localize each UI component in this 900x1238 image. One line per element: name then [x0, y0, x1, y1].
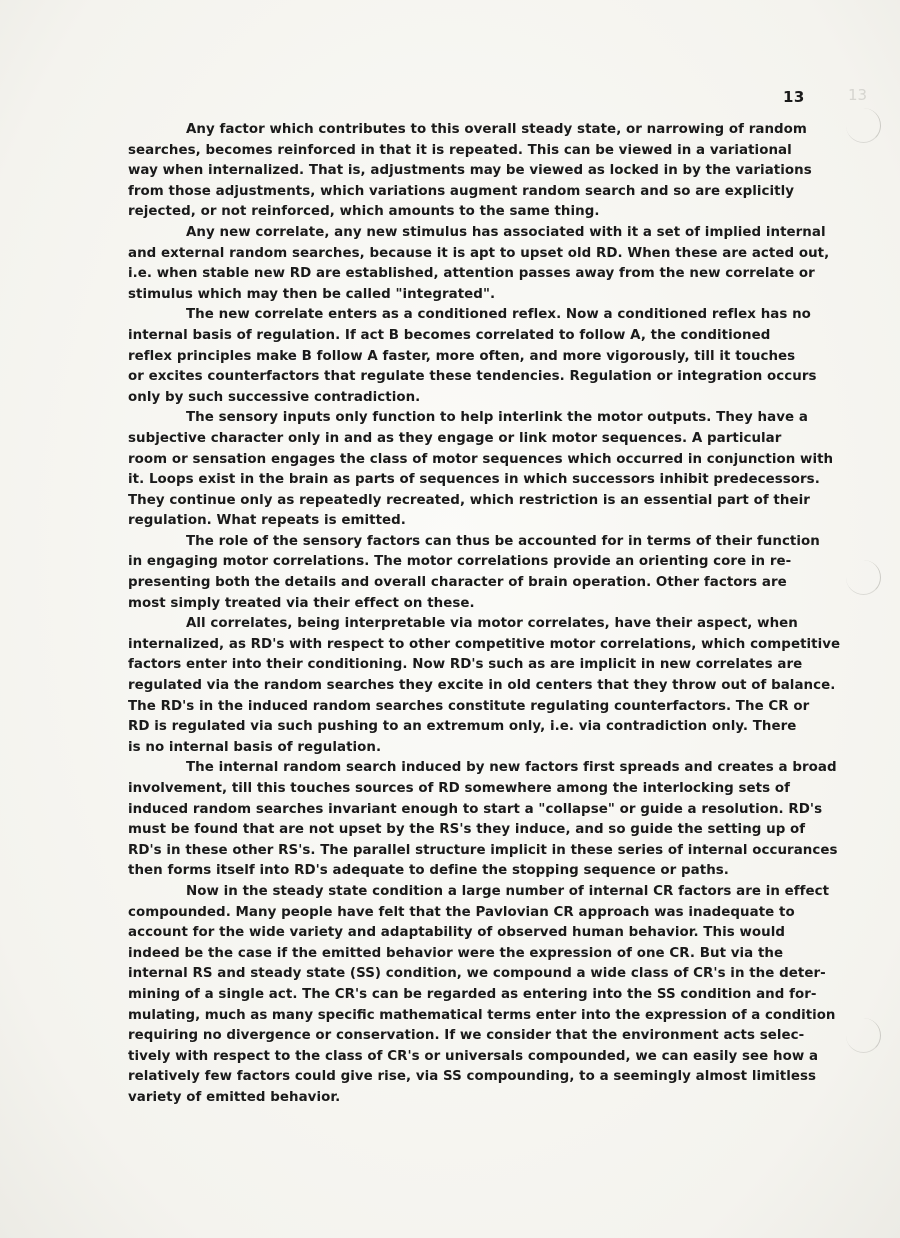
text-line: i.e. when stable new RD are established, attention passes away from the new correlate or [128, 266, 815, 282]
text-line: Any new correlate, any new stimulus has associated with it a set of implied internal [186, 224, 826, 240]
text-line: then forms itself into RD's adequate to define the stopping sequence or paths. [128, 863, 729, 879]
text-line: rejected, or not reinforced, which amounts to the same thing. [128, 204, 600, 220]
text-line: searches, becomes reinforced in that it is repeated. This can be viewed in a variational [128, 142, 792, 158]
paragraph-1 [128, 120, 840, 223]
text-line: internal RS and steady state (SS) condition, we compound a wide class of CR's in the deter- [128, 966, 826, 982]
text-line: Now in the steady state condition a large number of internal CR factors are in effect [186, 883, 830, 899]
text-line: relatively few factors could give rise, via SS compounding, to a seemingly almost limitless [128, 1069, 817, 1085]
paragraph-7 [128, 758, 840, 882]
bleed-through-page-number: 13 [848, 86, 868, 104]
text-line: All correlates, being interpretable via motor correlates, have their aspect, when [186, 616, 798, 632]
paragraph-8 [128, 882, 840, 1109]
text-line: account for the wide variety and adaptability of observed human behavior. This would [128, 925, 785, 941]
text-line: The role of the sensory factors can thus be accounted for in terms of their function [186, 533, 820, 549]
text-line: reflex principles make B follow A faster, more often, and more vigorously, till it touches [128, 348, 796, 364]
paragraph-6 [128, 614, 840, 758]
text-line: They continue only as repeatedly recreated, which restriction is an essential part of their [128, 492, 810, 508]
body-text [128, 120, 840, 1109]
text-line: internal basis of regulation. If act B becomes correlated to follow A, the conditioned [128, 327, 771, 343]
text-line: regulation. What repeats is emitted. [128, 513, 406, 529]
text-line: variety of emitted behavior. [128, 1089, 341, 1105]
text-line: compounded. Many people have felt that the Pavlovian CR approach was inadequate to [128, 904, 795, 920]
text-line: presenting both the details and overall character of brain operation. Other factors are [128, 575, 787, 591]
text-line: involvement, till this touches sources of RD somewhere among the interlocking sets of [128, 781, 790, 796]
text-line: is no internal basis of regulation. [128, 739, 382, 755]
margin-mark [846, 560, 881, 595]
text-line: only by such successive contradiction. [128, 389, 421, 405]
text-line: must be found that are not upset by the RS's they induce, and so guide the setting up of [128, 822, 806, 838]
paragraph-5 [128, 532, 840, 614]
text-line: regulated via the random searches they excite in old centers that they throw out of balance. [128, 678, 836, 694]
text-line: way when internalized. That is, adjustments may be viewed as locked in by the variations [128, 163, 812, 179]
text-line: mulating, much as many specific mathematical terms enter into the expression of a condition [128, 1007, 836, 1023]
text-line: The internal random search induced by new factors first spreads and creates a broad [186, 760, 837, 776]
text-line: RD's in these other RS's. The parallel structure implicit in these series of internal occurances [128, 842, 838, 858]
text-line: it. Loops exist in the brain as parts of sequences in which successors inhibit predecessors. [128, 472, 820, 488]
text-line: RD is regulated via such pushing to an extremum only, i.e. via contradiction only. There [128, 719, 797, 735]
paragraph-2 [128, 223, 840, 305]
text-line: internalized, as RD's with respect to other competitive motor correlations, which competitive [128, 636, 841, 652]
text-line: tively with respect to the class of CR's or universals compounded, we can easily see how a [128, 1048, 819, 1064]
text-line: in engaging motor correlations. The motor correlations provide an orienting core in re- [128, 554, 792, 570]
page-number: 13 [783, 88, 805, 106]
text-line: room or sensation engages the class of motor sequences which occurred in conjunction with [128, 451, 834, 467]
text-line: The RD's in the induced random searches constitute regulating counterfactors. The CR or [128, 698, 810, 714]
text-line: The sensory inputs only function to help interlink the motor outputs. They have a [186, 410, 808, 426]
text-line: stimulus which may then be called "integrated". [128, 286, 496, 302]
paragraph-4 [128, 408, 840, 532]
margin-mark [846, 1018, 881, 1053]
text-line: The new correlate enters as a conditioned reflex. Now a conditioned reflex has no [186, 307, 811, 323]
text-line: indeed be the case if the emitted behavior were the expression of one CR. But via the [128, 945, 784, 961]
paragraph-3 [128, 305, 840, 408]
text-line: Any factor which contributes to this overall steady state, or narrowing of random [186, 122, 807, 137]
text-line: subjective character only in and as they engage or link motor sequences. A particular [128, 430, 782, 446]
margin-mark [846, 108, 881, 143]
text-line: factors enter into their conditioning. Now RD's such as are implicit in new correlates are [128, 657, 803, 673]
text-line: and external random searches, because it is apt to upset old RD. When these are acted out, [128, 245, 830, 261]
text-line: from those adjustments, which variations augment random search and so are explicitly [128, 183, 795, 199]
text-line: mining of a single act. The CR's can be regarded as entering into the SS condition and for- [128, 986, 817, 1002]
text-line: or excites counterfactors that regulate these tendencies. Regulation or integration occurs [128, 369, 817, 385]
text-line: induced random searches invariant enough to start a "collapse" or guide a resolution. RD's [128, 801, 823, 817]
text-line: most simply treated via their effect on these. [128, 595, 475, 611]
text-line: requiring no divergence or conservation. If we consider that the environment acts selec- [128, 1028, 805, 1044]
